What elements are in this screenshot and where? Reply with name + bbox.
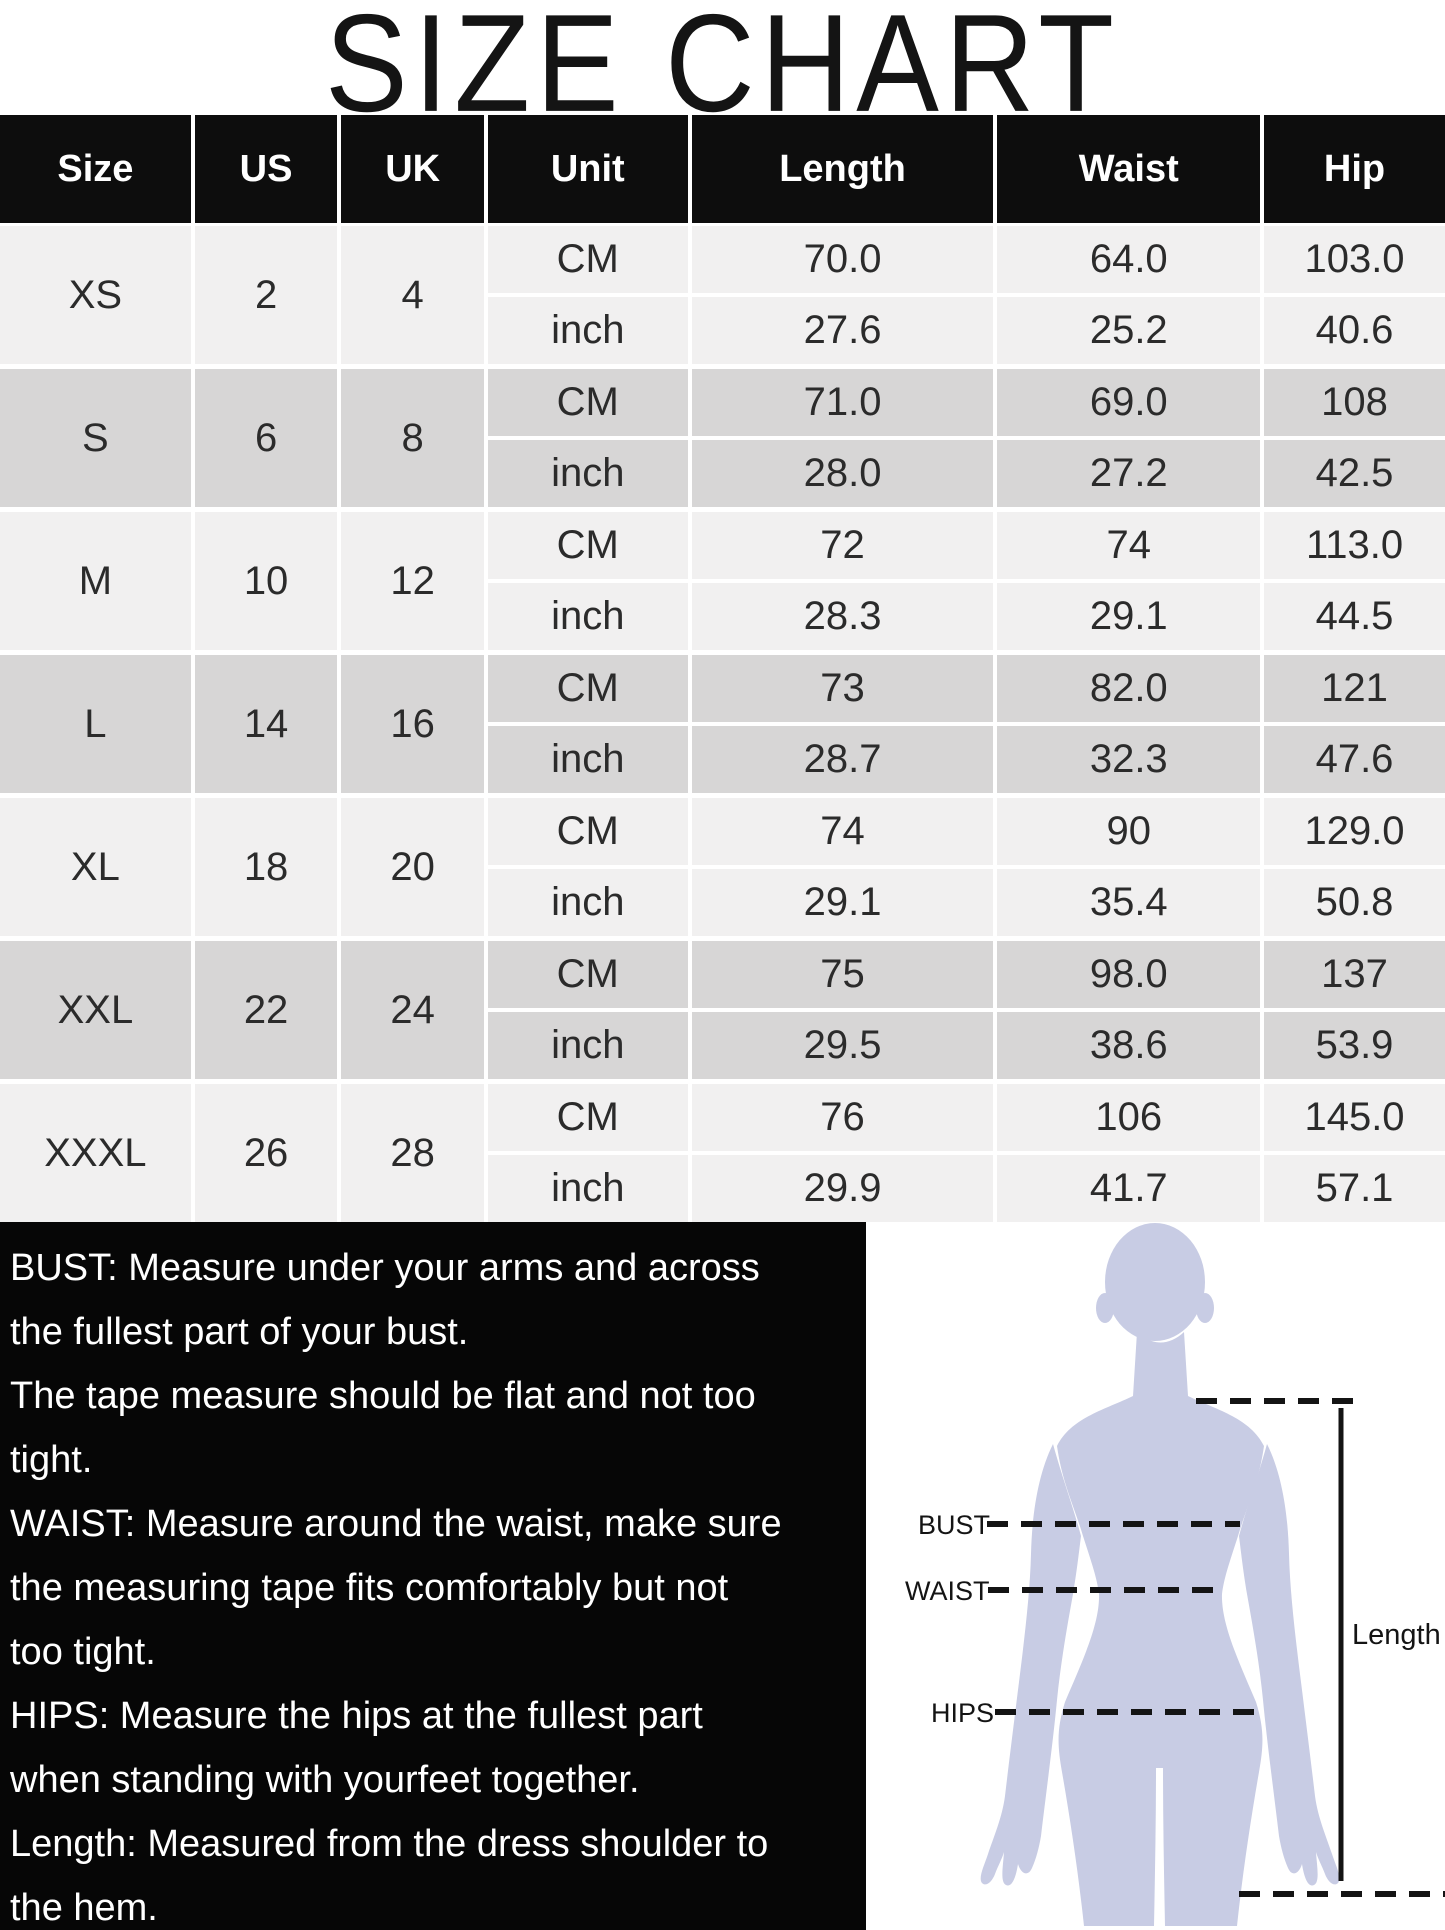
size-row-group-XXXL: [0, 1084, 1445, 1222]
hip-inch-cell: 44.5: [1264, 583, 1445, 650]
instruction-line: The tape measure should be flat and not too: [10, 1375, 756, 1417]
instruction-line: too tight.: [10, 1631, 156, 1673]
hip-inch-cell: 40.6: [1264, 297, 1445, 364]
waist-inch-cell: 29.1: [997, 583, 1260, 650]
size-row-group-S: [0, 369, 1445, 507]
hips-label: HIPS: [931, 1698, 995, 1728]
uk-cell: 28: [341, 1084, 484, 1222]
hip-inch-cell: 57.1: [1264, 1155, 1445, 1222]
us-cell: 14: [195, 655, 338, 793]
ear-left-shape: [1096, 1293, 1114, 1323]
waist-inch-cell: 38.6: [997, 1012, 1260, 1079]
instruction-line: WAIST: Measure around the waist, make sure: [10, 1503, 782, 1545]
length-inch-cell: 28.3: [692, 583, 994, 650]
instruction-line: HIPS: Measure the hips at the fullest part: [10, 1695, 703, 1737]
head-shape: [1105, 1223, 1205, 1341]
instruction-line: BUST: Measure under your arms and across: [10, 1247, 760, 1289]
waist-cm-cell: 64.0: [997, 226, 1260, 293]
waist-cm-cell: 74: [997, 512, 1260, 579]
length-inch-cell: 28.7: [692, 726, 994, 793]
bottom-section: [0, 1222, 1445, 1930]
torso-legs-shape: [1057, 1332, 1264, 1926]
unit-cm-cell: CM: [488, 941, 688, 1008]
uk-cell: 20: [341, 798, 484, 936]
waist-inch-cell: 35.4: [997, 869, 1260, 936]
uk-cell: 24: [341, 941, 484, 1079]
unit-cm-cell: CM: [488, 798, 688, 865]
column-header-waist: Waist: [997, 115, 1260, 223]
instruction-line: when standing with yourfeet together.: [10, 1759, 640, 1801]
body-figure: [866, 1222, 1445, 1930]
measure-instructions: [0, 1222, 866, 1930]
female-silhouette: [981, 1223, 1340, 1926]
size-row-group-M: [0, 512, 1445, 650]
hip-cm-cell: 129.0: [1264, 798, 1445, 865]
us-cell: 22: [195, 941, 338, 1079]
instruction-line: the hem.: [10, 1887, 158, 1929]
waist-inch-cell: 27.2: [997, 440, 1260, 507]
unit-inch-cell: inch: [488, 1012, 688, 1079]
waist-inch-cell: 41.7: [997, 1155, 1260, 1222]
waist-cm-cell: 98.0: [997, 941, 1260, 1008]
length-inch-cell: 28.0: [692, 440, 994, 507]
size-cell: M: [0, 512, 191, 650]
instruction-line: Length: Measured from the dress shoulder to: [10, 1823, 769, 1865]
hip-inch-cell: 42.5: [1264, 440, 1445, 507]
hip-inch-cell: 47.6: [1264, 726, 1445, 793]
length-cm-cell: 71.0: [692, 369, 994, 436]
hip-cm-cell: 145.0: [1264, 1084, 1445, 1151]
waist-cm-cell: 90: [997, 798, 1260, 865]
size-row-group-L: [0, 655, 1445, 793]
page-title: SIZE CHART: [325, 0, 1120, 142]
length-inch-cell: 29.5: [692, 1012, 994, 1079]
unit-inch-cell: inch: [488, 583, 688, 650]
hip-cm-cell: 121: [1264, 655, 1445, 722]
us-cell: 18: [195, 798, 338, 936]
unit-inch-cell: inch: [488, 1155, 688, 1222]
column-header-hip: Hip: [1264, 115, 1445, 223]
us-cell: 26: [195, 1084, 338, 1222]
column-header-us: US: [195, 115, 338, 223]
column-header-size: Size: [0, 115, 191, 223]
unit-cm-cell: CM: [488, 1084, 688, 1151]
arm-right-shape: [1239, 1444, 1339, 1885]
bust-label: BUST: [918, 1510, 991, 1540]
size-cell: XL: [0, 798, 191, 936]
size-cell: XXL: [0, 941, 191, 1079]
unit-cm-cell: CM: [488, 512, 688, 579]
unit-inch-cell: inch: [488, 869, 688, 936]
length-inch-cell: 29.9: [692, 1155, 994, 1222]
column-header-unit: Unit: [488, 115, 688, 223]
us-cell: 6: [195, 369, 338, 507]
length-cm-cell: 74: [692, 798, 994, 865]
size-cell: XXXL: [0, 1084, 191, 1222]
size-row-group-XL: [0, 798, 1445, 936]
waist-inch-cell: 25.2: [997, 297, 1260, 364]
female-silhouette-illustration: [866, 1222, 1445, 1930]
column-header-length: Length: [692, 115, 994, 223]
hip-inch-cell: 50.8: [1264, 869, 1445, 936]
waist-cm-cell: 69.0: [997, 369, 1260, 436]
size-row-group-XS: [0, 226, 1445, 364]
waist-cm-cell: 82.0: [997, 655, 1260, 722]
hip-inch-cell: 53.9: [1264, 1012, 1445, 1079]
length-cm-cell: 70.0: [692, 226, 994, 293]
size-cell: L: [0, 655, 191, 793]
us-cell: 10: [195, 512, 338, 650]
length-inch-cell: 27.6: [692, 297, 994, 364]
length-label: Length: [1352, 1619, 1441, 1651]
length-cm-cell: 75: [692, 941, 994, 1008]
length-inch-cell: 29.1: [692, 869, 994, 936]
uk-cell: 8: [341, 369, 484, 507]
hip-cm-cell: 108: [1264, 369, 1445, 436]
length-cm-cell: 72: [692, 512, 994, 579]
arm-left-shape: [981, 1444, 1081, 1885]
ear-right-shape: [1196, 1293, 1214, 1323]
waist-label: WAIST: [905, 1576, 990, 1606]
unit-inch-cell: inch: [488, 440, 688, 507]
table-body: [0, 226, 1445, 1222]
size-row-group-XXL: [0, 941, 1445, 1079]
waist-inch-cell: 32.3: [997, 726, 1260, 793]
uk-cell: 16: [341, 655, 484, 793]
size-cell: S: [0, 369, 191, 507]
us-cell: 2: [195, 226, 338, 364]
instruction-line: the measuring tape fits comfortably but not: [10, 1567, 729, 1609]
length-cm-cell: 73: [692, 655, 994, 722]
unit-inch-cell: inch: [488, 726, 688, 793]
title-bar: [0, 0, 1445, 142]
unit-inch-cell: inch: [488, 297, 688, 364]
hip-cm-cell: 137: [1264, 941, 1445, 1008]
instruction-line: tight.: [10, 1439, 93, 1481]
size-table: [0, 115, 1445, 1222]
size-cell: XS: [0, 226, 191, 364]
length-cm-cell: 76: [692, 1084, 994, 1151]
hip-cm-cell: 113.0: [1264, 512, 1445, 579]
unit-cm-cell: CM: [488, 369, 688, 436]
uk-cell: 12: [341, 512, 484, 650]
waist-cm-cell: 106: [997, 1084, 1260, 1151]
instruction-line: the fullest part of your bust.: [10, 1311, 469, 1353]
unit-cm-cell: CM: [488, 655, 688, 722]
hip-cm-cell: 103.0: [1264, 226, 1445, 293]
column-header-uk: UK: [341, 115, 484, 223]
unit-cm-cell: CM: [488, 226, 688, 293]
uk-cell: 4: [341, 226, 484, 364]
